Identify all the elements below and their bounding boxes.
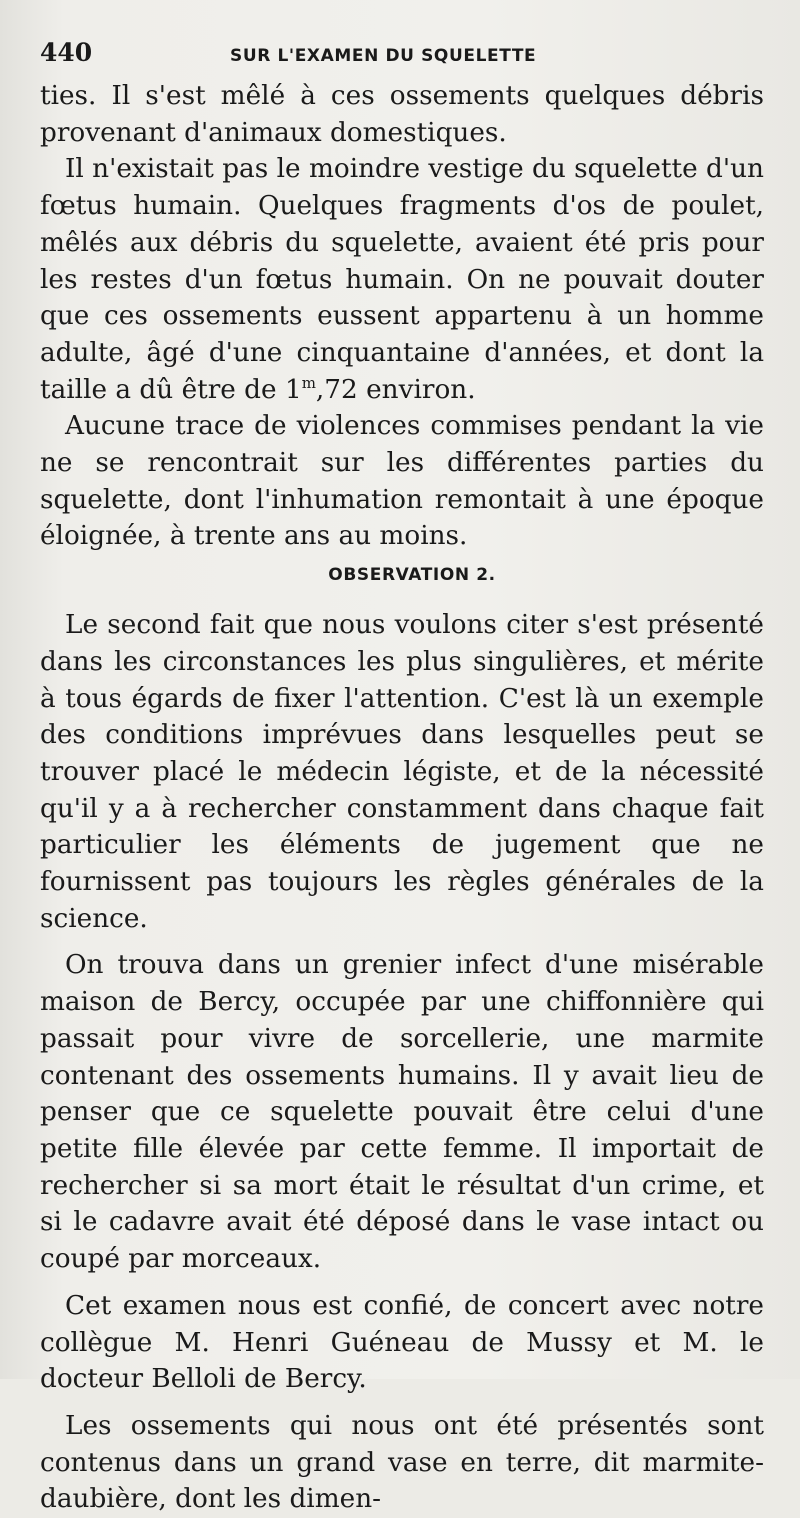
unit-superscript: m [301,373,316,392]
paragraph: Les ossements qui nous ont été présentés sont contenus dans un grand vase en terre, dit marmite-daubière, dont les dimen- [40,1410,764,1515]
paragraph-gap [40,1398,764,1408]
observation-heading: OBSERVATION 2. [328,565,496,586]
paragraph: Le second fait que nous voulons citer s'est présenté dans les circonstances les plus singulières, et mérite à tous égards de fixer l'attention. C'est là un exemple des conditions imprévues dans lesquelles peut se trouver placé le médecin légiste, et de la nécessité qu'il y a à rechercher constamment dans chaque fait particulier les éléments de jugement que ne fournissent pas toujours les règles générales de la science. [40,610,764,934]
paragraph-stature-tail: ,72 environ. [315,374,476,405]
page-number: 440 [40,38,93,67]
body-text [40,78,764,1518]
page-header [40,38,764,78]
paragraph: ties. Il s'est mêlé à ces ossements quelques débris provenant d'animaux domestiques. [40,81,764,148]
paragraph-stature [40,151,764,408]
running-title: SUR L'EXAMEN DU SQUELETTE [230,46,537,66]
paragraph: Aucune trace de violences commises pendant la vie ne se rencontrait sur les différentes parties du squelette, dont l'inhumation remontait à une époque éloignée, à trente ans au moins. [40,411,764,552]
paragraph: On trouva dans un grenier infect d'une misérable maison de Bercy, occupée par une chiffonnière qui passait pour vivre de sorcellerie, une marmite contenant des ossements humains. Il y avait lieu de penser que ce squelette pouvait être celui d'une petite fille élevée par cette femme. Il importait de rechercher si sa mort était le résultat d'un crime, et si le cadavre avait été déposé dans le vase intact ou coupé par morceaux. [40,950,764,1275]
paragraph-gap [40,1278,764,1288]
paragraph: Cet examen nous est confié, de concert avec notre collègue M. Henri Guéneau de Mussy et M. le docteur Belloli de Bercy. [40,1290,764,1395]
paragraph-stature-text: Il n'existait pas le moindre vestige du squelette d'un fœtus humain. Quelques fragments d'os de poulet, mêlés aux débris du squelette, avaient été pris pour les restes d'un fœtus humain. On ne pouvait douter que ces ossements eussent appartenu à un homme adulte, âgé d'une cinquantaine d'années, et dont la taille a dû être de 1 [40,154,764,405]
paragraph-gap [40,937,764,947]
